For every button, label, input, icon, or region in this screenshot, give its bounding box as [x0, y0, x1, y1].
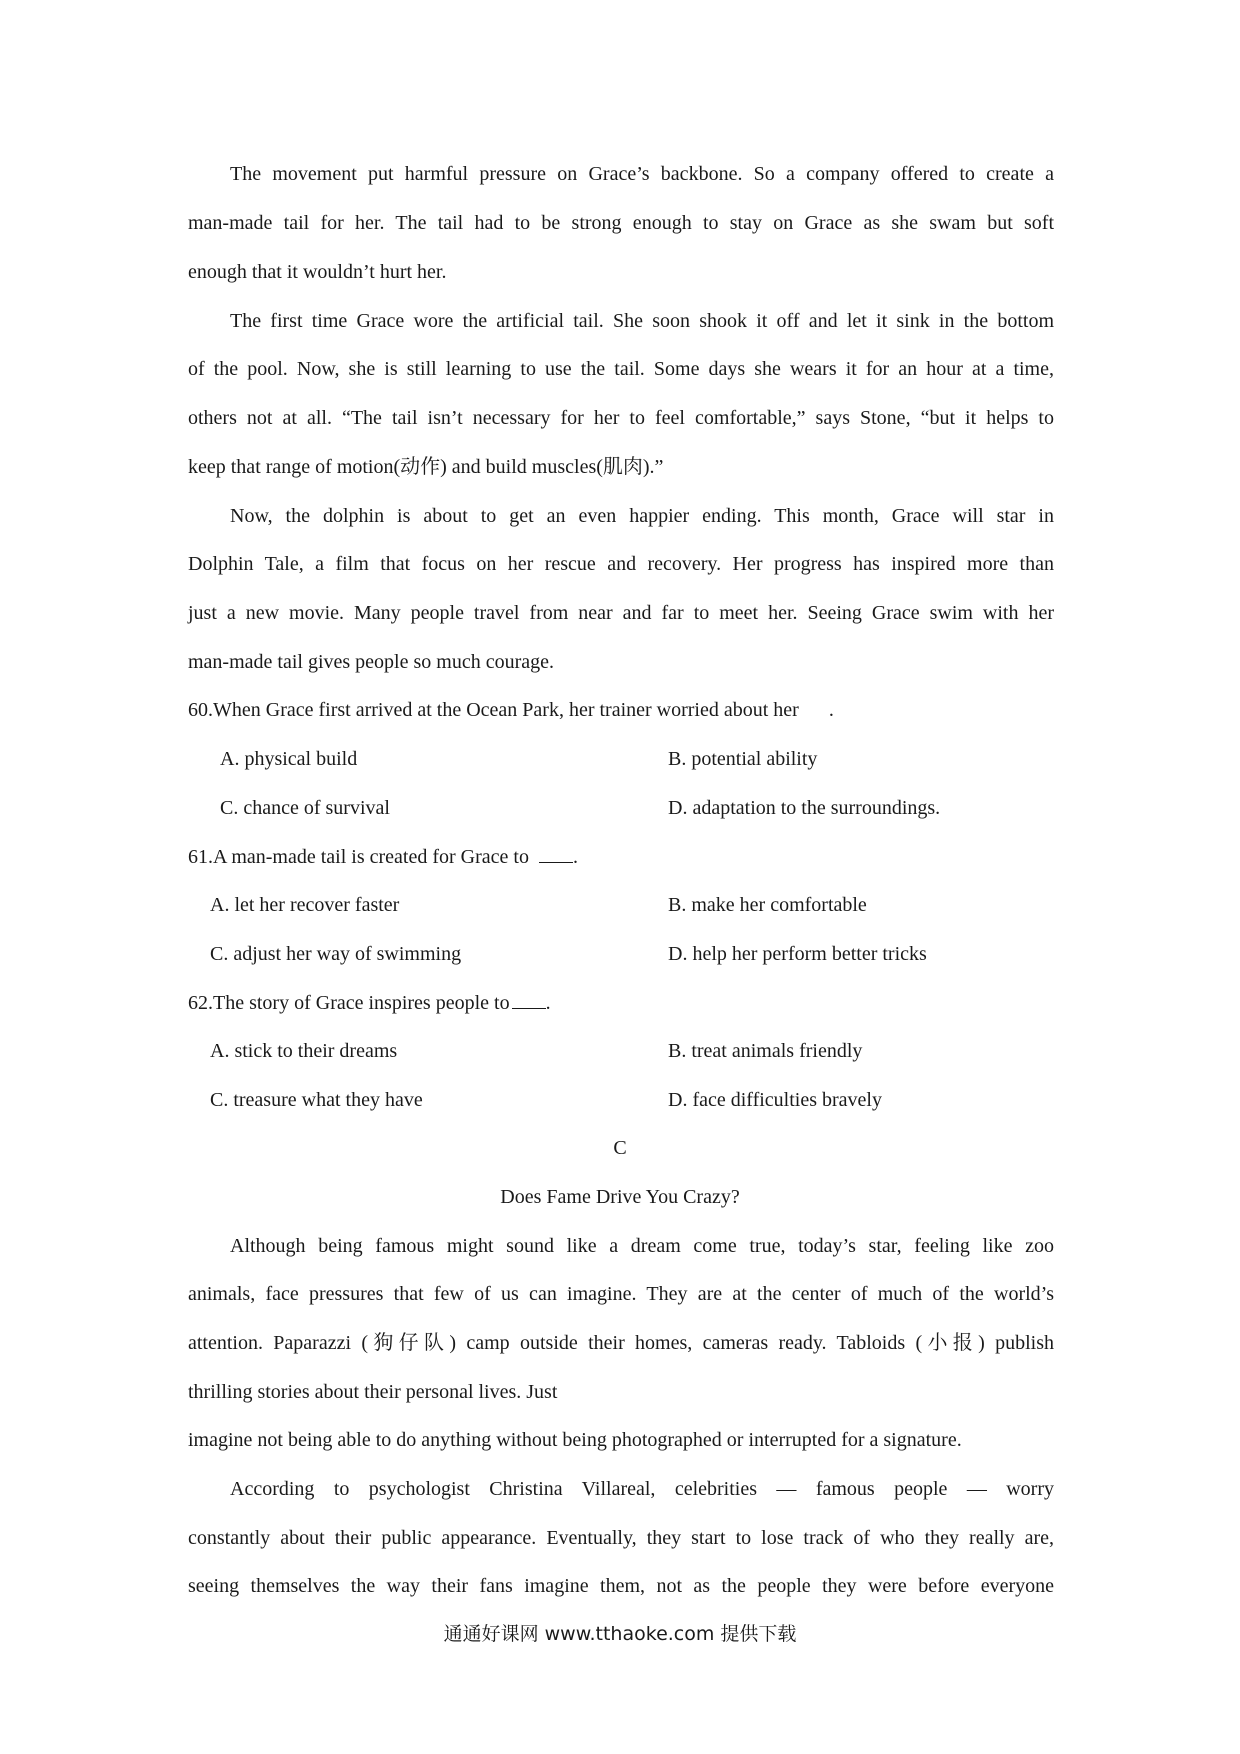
passage-c-p2-line1: According to psychologist Christina Villareal, celebrities — famous people — worry	[230, 1478, 1054, 1500]
question-61-option-d[interactable]: D. help her perform better tricks	[668, 943, 927, 965]
passage-c-p1-line5: imagine not being able to do anything without being photographed or interrupted for a signature.	[188, 1429, 962, 1451]
question-60-text: 60.When Grace first arrived at the Ocean Park, her trainer worried about her	[188, 699, 799, 721]
question-60-option-d[interactable]: D. adaptation to the surroundings.	[668, 797, 941, 819]
passage-b-p3-line2: Dolphin Tale, a film that focus on her rescue and recovery. Her progress has inspired more than	[188, 553, 1054, 575]
question-61-option-a[interactable]: A. let her recover faster	[210, 894, 400, 916]
passage-c-p2-line2: constantly about their public appearance. Eventually, they start to lose track of who they really are,	[188, 1527, 1054, 1549]
question-61-option-b[interactable]: B. make her comfortable	[668, 894, 867, 916]
passage-c-p1-line1: Although being famous might sound like a dream come true, today’s star, feeling like zoo	[230, 1235, 1054, 1257]
passage-b-p3-line3: just a new movie. Many people travel from near and far to meet her. Seeing Grace swim with her	[188, 602, 1054, 624]
passage-c-title: Does Fame Drive You Crazy?	[500, 1186, 740, 1208]
passage-c-p1-line2: animals, face pressures that few of us can imagine. They are at the center of much of the world’s	[188, 1283, 1054, 1305]
question-61-blank[interactable]	[539, 844, 573, 863]
section-letter: C	[613, 1137, 627, 1159]
passage-b-p1-line3: enough that it wouldn’t hurt her.	[188, 261, 447, 283]
question-62-option-a[interactable]: A. stick to their dreams	[210, 1040, 398, 1062]
passage-c-p1-line4: thrilling stories about their personal lives. Just	[188, 1381, 558, 1403]
passage-b-p3-line4: man-made tail gives people so much courage.	[188, 651, 554, 673]
passage-b-p3-line1: Now, the dolphin is about to get an even happier ending. This month, Grace will star in	[230, 505, 1054, 527]
passage-b-p2-line1: The first time Grace wore the artificial tail. She soon shook it off and let it sink in the bottom	[230, 310, 1054, 332]
question-61-text: 61.A man-made tail is created for Grace to	[188, 846, 529, 868]
question-61-option-c[interactable]: C. adjust her way of swimming	[210, 943, 462, 965]
question-62-end: .	[545, 992, 551, 1014]
passage-b-p2-line2: of the pool. Now, she is still learning to use the tail. Some days she wears it for an hour at a time,	[188, 358, 1054, 380]
question-60-option-c[interactable]: C. chance of survival	[220, 797, 390, 819]
passage-c-p1-line3: attention. Paparazzi (狗仔队) camp outside their homes, cameras ready. Tabloids (小报) publish	[188, 1332, 1054, 1354]
passage-c-p2-line3: seeing themselves the way their fans imagine them, not as the people they were before everyone	[188, 1575, 1054, 1597]
passage-b-p1-line2: man-made tail for her. The tail had to be strong enough to stay on Grace as she swam but soft	[188, 212, 1054, 234]
passage-b-p2-line4: keep that range of motion(动作) and build muscles(肌肉).”	[188, 456, 664, 478]
passage-b-p1-line1: The movement put harmful pressure on Grace’s backbone. So a company offered to create a	[230, 163, 1054, 185]
question-62-stem	[188, 990, 551, 1015]
passage-b-p2-line3: others not at all. “The tail isn’t necessary for her to feel comfortable,” says Stone, “but it helps to	[188, 407, 1054, 429]
question-62-blank[interactable]	[512, 990, 546, 1009]
question-62-option-c[interactable]: C. treasure what they have	[210, 1089, 423, 1111]
question-60-option-a[interactable]: A. physical build	[220, 748, 358, 770]
question-62-text: 62.The story of Grace inspires people to	[188, 992, 510, 1014]
question-60-option-b[interactable]: B. potential ability	[668, 748, 818, 770]
page-footer: 通通好课网 www.tthaoke.com 提供下载	[443, 1623, 797, 1645]
question-62-option-b[interactable]: B. treat animals friendly	[668, 1040, 863, 1062]
question-62-option-d[interactable]: D. face difficulties bravely	[668, 1089, 882, 1111]
question-61-end: .	[572, 846, 578, 868]
question-60-end: .	[828, 699, 834, 721]
question-61-stem	[188, 844, 578, 869]
question-60-stem	[188, 698, 834, 722]
